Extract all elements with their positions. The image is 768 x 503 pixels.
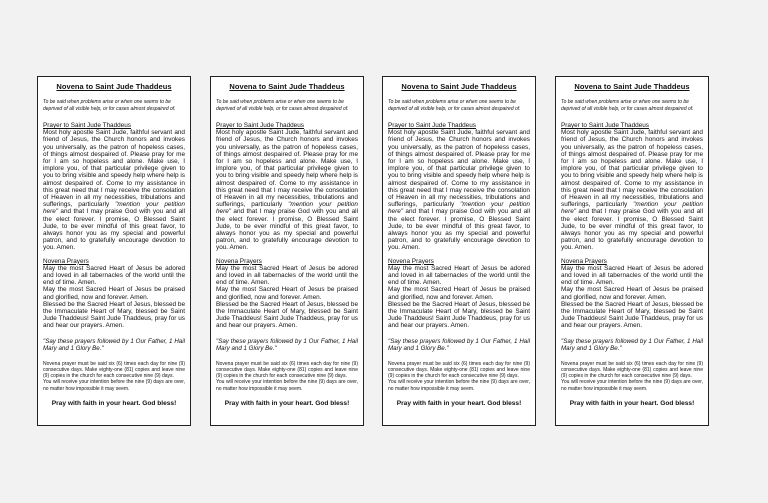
card-title: Novena to Saint Jude Thaddeus [56, 82, 172, 91]
instructions-1: Novena prayer must be said six (6) times each day for nine (9) consecutive days. Make eighty-one (81) copies and leave nine (9) copies in the church for each consecutive nine (9) days. [388, 360, 530, 380]
novena-card-2 [210, 76, 364, 426]
instructions-2: You will receive your intention before the nine (9) days are over, no matter how impossible it may seem. [216, 379, 358, 392]
closing-line: Pray with faith in your heart. God bless! [396, 399, 522, 407]
novena-heading: Novena Prayers [216, 257, 262, 265]
prayer-text [216, 129, 358, 251]
petition-placeholder: "mention your petition here" [43, 201, 185, 216]
novena-prayer-1: May the most Sacred Heart of Jesus be adored and loved in all tabernacles of the world until the end of time. Amen. [216, 264, 358, 287]
prayer-heading: Prayer to Saint Jude Thaddeus [561, 122, 649, 129]
novena-prayer-2: May the most Sacred Heart of Jesus be praised and glorified, now and forever. Amen. [216, 286, 358, 301]
prayer-text-after: and that I may praise God with you and all the elect forever. I promise, O Blessed Saint Jude, to be ever mindful of this great favor, to always honor you as my special and powerful patron, and to gratefully encourage devotion to you. Amen. [561, 208, 703, 252]
card-title: Novena to Saint Jude Thaddeus [574, 82, 690, 91]
say-prayers-note: "Say these prayers followed by 1 Our Father, 1 Hail Mary and 1 Glory Be." [216, 337, 358, 353]
novena-heading: Novena Prayers [43, 257, 89, 265]
say-prayers-note: "Say these prayers followed by 1 Our Father, 1 Hail Mary and 1 Glory Be." [388, 337, 530, 353]
novena-card-4 [555, 76, 709, 426]
card-intro: To be said when problems arise or when one seems to be deprived of all visible help, or for cases almost despaired of. [388, 99, 521, 112]
petition-placeholder: "mention your petition here" [388, 201, 530, 216]
closing-line: Pray with faith in your heart. God bless! [51, 399, 177, 407]
novena-heading: Novena Prayers [388, 257, 434, 265]
instructions-2: You will receive your intention before the nine (9) days are over, no matter how impossible it may seem. [388, 379, 530, 392]
novena-prayer-3: Blessed be the Sacred Heart of Jesus, blessed be the Immaculate Heart of Mary, blessed be Saint Jude Thaddeus! Saint Jude Thaddeus, pray for us and hear our prayers. Amen. [388, 300, 530, 330]
novena-prayer-3: Blessed be the Sacred Heart of Jesus, blessed be the Immaculate Heart of Mary, blessed be Saint Jude Thaddeus! Saint Jude Thaddeus, pray for us and hear our prayers. Amen. [216, 300, 358, 330]
card-title: Novena to Saint Jude Thaddeus [401, 82, 517, 91]
novena-card-3 [382, 76, 536, 426]
novena-prayer-3: Blessed be the Sacred Heart of Jesus, blessed be the Immaculate Heart of Mary, blessed be Saint Jude Thaddeus! Saint Jude Thaddeus, pray for us and hear our prayers. Amen. [43, 300, 185, 330]
novena-prayer-1: May the most Sacred Heart of Jesus be adored and loved in all tabernacles of the world until the end of time. Amen. [388, 264, 530, 287]
prayer-text [43, 129, 185, 251]
prayer-text-before: Most holy apostle Saint Jude, faithful servant and friend of Jesus, the Church honors and invokes you universally, as the patron of hopeless cases, of things almost despaired of. Please pray for me for I am so hopeless and alone. Make use, I implore you, of that particular privilege given to you to bring visible and speedy help where help is almost despaired of. Come to my assistance in this great need that I may receive the consolation of Heaven in all my necessities, tribulations and sufferings, particularly [561, 129, 703, 209]
prayer-heading: Prayer to Saint Jude Thaddeus [388, 122, 476, 129]
prayer-text [561, 129, 703, 251]
prayer-text-before: Most holy apostle Saint Jude, faithful servant and friend of Jesus, the Church honors and invokes you universally, as the patron of hopeless cases, of things almost despaired of. Please pray for me for I am so hopeless and alone. Make use, I implore you, of that particular privilege given to you to bring visible and speedy help where help is almost despaired of. Come to my assistance in this great need that I may receive the consolation of Heaven in all my necessities, tribulations and sufferings, particularly [388, 129, 530, 209]
novena-prayer-2: May the most Sacred Heart of Jesus be praised and glorified, now and forever. Amen. [388, 286, 530, 301]
petition-placeholder: "mention your petition here" [216, 201, 358, 216]
petition-placeholder: "mention your petition here" [561, 201, 703, 216]
prayer-text [388, 129, 530, 251]
instructions-1: Novena prayer must be said six (6) times each day for nine (9) consecutive days. Make eighty-one (81) copies and leave nine (9) copies in the church for each consecutive nine (9) days. [43, 360, 185, 380]
novena-prayer-1: May the most Sacred Heart of Jesus be adored and loved in all tabernacles of the world until the end of time. Amen. [43, 264, 185, 287]
say-prayers-note: "Say these prayers followed by 1 Our Father, 1 Hail Mary and 1 Glory Be." [43, 337, 185, 353]
card-intro: To be said when problems arise or when one seems to be deprived of all visible help, or for cases almost despaired of. [561, 99, 694, 112]
novena-prayer-1: May the most Sacred Heart of Jesus be adored and loved in all tabernacles of the world until the end of time. Amen. [561, 264, 703, 287]
prayer-text-after: and that I may praise God with you and all the elect forever. I promise, O Blessed Saint Jude, to be ever mindful of this great favor, to always honor you as my special and powerful patron, and to gratefully encourage devotion to you. Amen. [216, 208, 358, 252]
novena-card-1 [37, 76, 191, 426]
card-intro: To be said when problems arise or when one seems to be deprived of all visible help, or for cases almost despaired of. [216, 99, 349, 112]
prayer-text-after: and that I may praise God with you and all the elect forever. I promise, O Blessed Saint Jude, to be ever mindful of this great favor, to always honor you as my special and powerful patron, and to gratefully encourage devotion to you. Amen. [388, 208, 530, 252]
instructions-1: Novena prayer must be said six (6) times each day for nine (9) consecutive days. Make eighty-one (81) copies and leave nine (9) copies in the church for each consecutive nine (9) days. [561, 360, 703, 380]
novena-heading: Novena Prayers [561, 257, 607, 265]
prayer-text-before: Most holy apostle Saint Jude, faithful servant and friend of Jesus, the Church honors and invokes you universally, as the patron of hopeless cases, of things almost despaired of. Please pray for me for I am so hopeless and alone. Make use, I implore you, of that particular privilege given to you to bring visible and speedy help where help is almost despaired of. Come to my assistance in this great need that I may receive the consolation of Heaven in all my necessities, tribulations and sufferings, particularly [216, 129, 358, 209]
novena-prayer-2: May the most Sacred Heart of Jesus be praised and glorified, now and forever. Amen. [43, 286, 185, 301]
instructions-2: You will receive your intention before the nine (9) days are over, no matter how impossible it may seem. [561, 379, 703, 392]
instructions-1: Novena prayer must be said six (6) times each day for nine (9) consecutive days. Make eighty-one (81) copies and leave nine (9) copies in the church for each consecutive nine (9) days. [216, 360, 358, 380]
prayer-heading: Prayer to Saint Jude Thaddeus [216, 122, 304, 129]
prayer-text-before: Most holy apostle Saint Jude, faithful servant and friend of Jesus, the Church honors and invokes you universally, as the patron of hopeless cases, of things almost despaired of. Please pray for me for I am so hopeless and alone. Make use, I implore you, of that particular privilege given to you to bring visible and speedy help where help is almost despaired of. Come to my assistance in this great need that I may receive the consolation of Heaven in all my necessities, tribulations and sufferings, particularly [43, 129, 185, 209]
card-intro: To be said when problems arise or when one seems to be deprived of all visible help, or for cases almost despaired of. [43, 99, 176, 112]
novena-prayer-3: Blessed be the Sacred Heart of Jesus, blessed be the Immaculate Heart of Mary, blessed be Saint Jude Thaddeus! Saint Jude Thaddeus, pray for us and hear our prayers. Amen. [561, 300, 703, 330]
novena-prayer-2: May the most Sacred Heart of Jesus be praised and glorified, now and forever. Amen. [561, 286, 703, 301]
closing-line: Pray with faith in your heart. God bless! [224, 399, 350, 407]
card-title: Novena to Saint Jude Thaddeus [229, 82, 345, 91]
prayer-text-after: and that I may praise God with you and all the elect forever. I promise, O Blessed Saint Jude, to be ever mindful of this great favor, to always honor you as my special and powerful patron, and to gratefully encourage devotion to you. Amen. [43, 208, 185, 252]
instructions-2: You will receive your intention before the nine (9) days are over, no matter how impossible it may seem. [43, 379, 185, 392]
prayer-heading: Prayer to Saint Jude Thaddeus [43, 122, 131, 129]
closing-line: Pray with faith in your heart. God bless! [569, 399, 695, 407]
say-prayers-note: "Say these prayers followed by 1 Our Father, 1 Hail Mary and 1 Glory Be." [561, 337, 703, 353]
